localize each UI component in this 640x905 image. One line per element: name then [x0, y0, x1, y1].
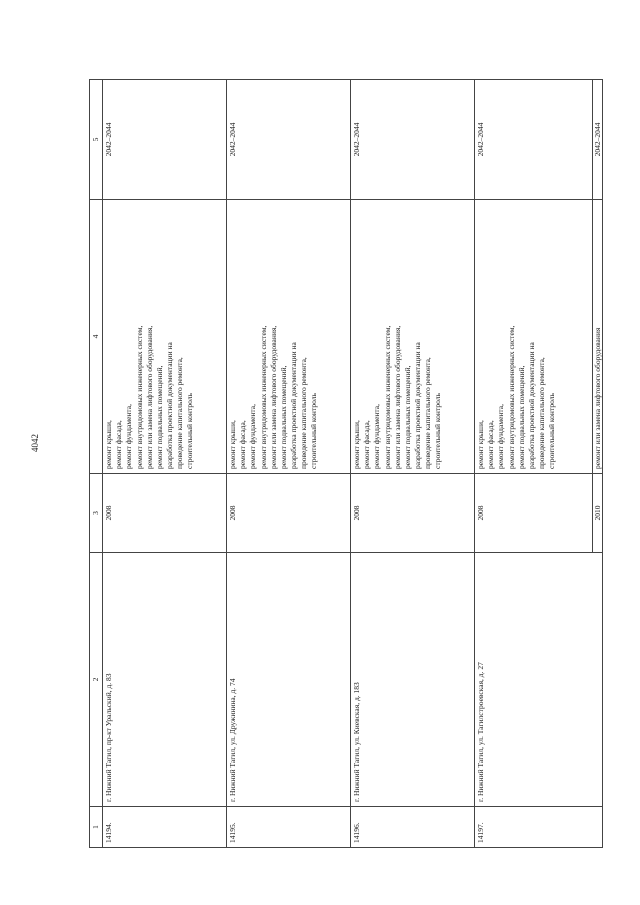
page-number: 4042 — [30, 434, 40, 452]
row-number: 14194. — [103, 807, 227, 848]
period-cell: 2042–2044 — [227, 80, 351, 200]
table-row — [103, 80, 227, 848]
work-item: проведение капитального ремонта, — [175, 357, 184, 469]
work-item: ремонт или замена лифтового оборудования, — [268, 325, 278, 469]
address-cell: г. Нижний Тагил, ул. Дружинина, д. 74 — [227, 553, 351, 807]
work-item: ремонт внутридомовых инженерных систем, — [134, 325, 144, 469]
year-cell: 2008 — [103, 474, 227, 553]
work-item: ремонт подвальных помещений, — [278, 365, 288, 469]
address-cell: г. Нижний Тагил, пр-кт Уральский, д. 83 — [103, 553, 227, 807]
extra-period-cell: 2042–2044 — [592, 80, 602, 199]
work-item: ремонт внутридомовых инженерных систем, — [506, 325, 516, 469]
work-item: ремонт подвальных помещений, — [516, 365, 526, 469]
work-item: ремонт фасада, — [486, 420, 496, 469]
year-cell: 2008 — [476, 505, 486, 521]
period-cell-split — [475, 80, 603, 200]
work-item: ремонт крыши, — [228, 420, 238, 469]
work-item: ремонт фундамента, — [372, 404, 382, 469]
header-row — [90, 80, 103, 848]
work-item: строительный контроль — [547, 393, 556, 469]
work-item: ремонт или замена лифтового оборудования, — [392, 325, 402, 469]
year-cell: 2008 — [227, 474, 351, 553]
address-cell: г. Нижний Тагил, ул. Тагилстроевская, д. 27 — [475, 553, 603, 807]
work-item: ремонт фасада, — [114, 420, 124, 469]
work-item: ремонт или замена лифтового оборудования, — [144, 325, 154, 469]
extra-year-cell: 2010 — [592, 474, 602, 552]
work-item: ремонт подвальных помещений, — [154, 365, 164, 469]
works-cell — [227, 200, 351, 474]
work-item: ремонт крыши, — [352, 420, 362, 469]
work-item: разработка проектной документации на — [164, 342, 174, 469]
work-item: разработка проектной документации на — [412, 342, 422, 469]
works-cell — [103, 200, 227, 474]
work-item: ремонт фундамента, — [496, 404, 506, 469]
works-cell — [351, 200, 475, 474]
work-item: ремонт внутридомовых инженерных систем, — [382, 325, 392, 469]
work-item: строительный контроль — [433, 393, 443, 469]
work-item: проведение капитального ремонта, — [299, 357, 308, 469]
table-container — [89, 79, 603, 848]
year-cell-split — [475, 474, 603, 553]
works-cell — [475, 200, 596, 473]
work-item: проведение капитального ремонта, — [536, 357, 546, 469]
row-number: 14196. — [351, 807, 475, 848]
work-item: ремонт крыши, — [476, 420, 486, 469]
period-cell: 2042–2044 — [351, 80, 475, 200]
table-row — [227, 80, 351, 848]
header-col-3: 3 — [90, 474, 103, 553]
work-item: строительный контроль — [309, 393, 319, 469]
period-cell: 2042–2044 — [103, 80, 227, 200]
header-col-4: 4 — [90, 200, 103, 474]
header-col-1: 1 — [90, 807, 103, 848]
table-row — [351, 80, 475, 848]
work-item: разработка проектной документации на — [288, 342, 298, 469]
table-row — [475, 80, 603, 848]
work-item: ремонт фасада, — [362, 420, 372, 469]
capital-repair-table — [89, 79, 603, 848]
work-item: ремонт крыши, — [104, 420, 114, 469]
row-number: 14195. — [227, 807, 351, 848]
work-item: проведение капитального ремонта, — [423, 357, 432, 469]
header-col-5: 5 — [90, 80, 103, 200]
header-col-2: 2 — [90, 553, 103, 807]
work-item: строительный контроль — [185, 393, 195, 469]
work-item: ремонт подвальных помещений, — [402, 365, 412, 469]
works-cell-split — [475, 200, 603, 474]
work-item: ремонт фасада, — [238, 420, 248, 469]
work-item: разработка проектной документации на — [526, 342, 536, 469]
year-cell: 2008 — [351, 474, 475, 553]
period-cell: 2042–2044 — [476, 122, 486, 157]
work-item: ремонт фундамента, — [248, 404, 258, 469]
row-number: 14197. — [475, 807, 603, 848]
extra-work-cell: ремонт или замена лифтового оборудования — [592, 200, 602, 473]
address-cell: г. Нижний Тагил, ул. Киевская, д. 183 — [351, 553, 475, 807]
work-item: ремонт внутридомовых инженерных систем, — [258, 325, 268, 469]
work-item: ремонт фундамента, — [124, 404, 134, 469]
